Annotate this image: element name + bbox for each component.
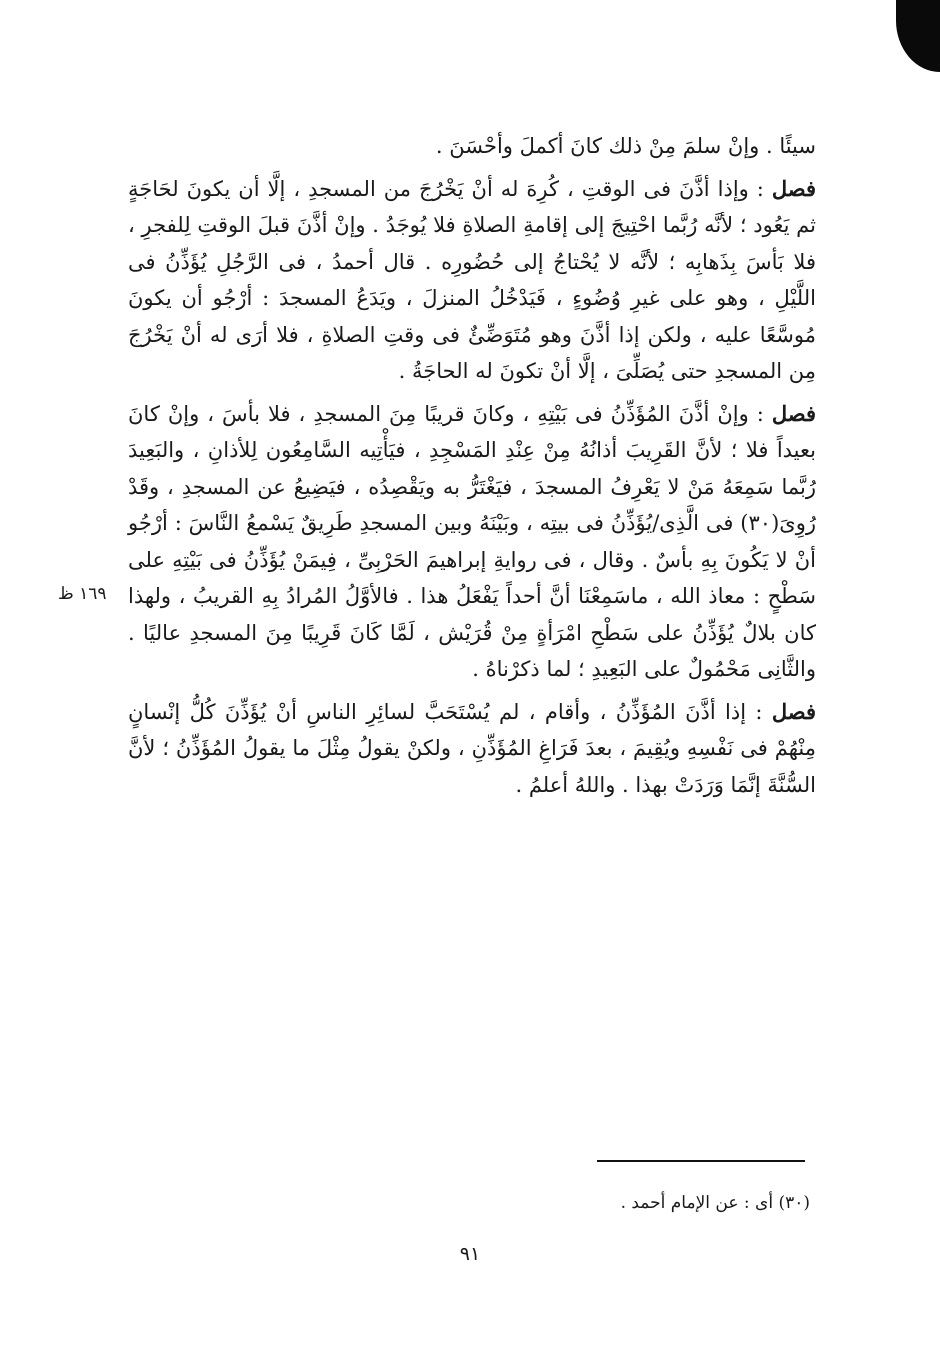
paragraph-fasl-2 <box>128 396 816 688</box>
paragraph-fasl-3 <box>128 694 816 804</box>
footnote-divider <box>597 1160 805 1162</box>
paragraph-text: : وإذا أذَّنَ فى الوقتِ ، كُرِهَ له أنْ يَخْرُجَ من المسجدِ ، إلَّا أن يكونَ لحَاجَةٍ ثم يَعُود ؛ لأنَّه رُبَّما احْتِيجَ إلى إقامةِ الصلاةِ فلا يُوجَدُ . وإنْ أذَّنَ قبلَ الوقتِ لِلفجرِ ، فلا بَأسَ بِذَهابِه ؛ لأنَّه لا يُحْتاجُ إلى حُضُورِه . قال أحمدُ ، فى الرَّجُلِ يُؤَذِّنُ فى اللَّيْلِ ، وهو على غيرِ وُضُوءٍ ، فَيَدْخُلُ المنزلَ ، ويَدَعُ المسجدَ : أرْجُو أن يكونَ مُوسَّعًا عليه ، ولكن إذا أذَّنَ وهو مُتَوَضِّئٌ فى وقتِ الصلاةِ ، فلا أرَى له أنْ يَخْرُجَ مِن المسجدِ حتى يُصَلِّىَ ، إلَّا أنْ تكونَ له الحاجَةُ . <box>128 176 816 383</box>
page-number: ٩١ <box>459 1243 481 1265</box>
section-heading: فصل <box>771 400 816 426</box>
paragraph-text: : إذا أذَّنَ المُؤَذِّنُ ، وأقام ، لم يُسْتَحَبَّ لسائِرِ الناسِ أنْ يُؤَذِّنَ كُلُّ إنْسانٍ مِنْهُمْ فى نَفْسِهِ ويُقِيمَ ، بعدَ فَرَاغِ المُؤَذِّنِ ، ولكنْ يقولُ مِثْلَ ما يقولُ المُؤَذِّنُ ؛ لأنَّ السُّنَّةَ إنَّمَا وَرَدَتْ بهذا . واللهُ أعلمُ . <box>128 699 816 797</box>
page-body <box>128 128 816 803</box>
paragraph-fasl-1 <box>128 171 816 390</box>
paragraph-text: سيئًا . وإنْ سلمَ مِنْ ذلك كانَ أكملَ وأحْسَنَ . <box>435 134 816 158</box>
footnote: (٣٠) أى : عن الإمام أحمد . <box>620 1193 810 1213</box>
section-heading: فصل <box>771 698 816 724</box>
scan-corner-mark <box>896 0 940 72</box>
section-heading: فصل <box>771 175 816 201</box>
manuscript-folio-note: ١٦٩ ظ <box>58 584 107 604</box>
paragraph-continuation <box>128 128 816 165</box>
paragraph-text: : وإنْ أذَّنَ المُؤَذِّنُ فى بَيْتِهِ ، وكانَ قريبًا مِنَ المسجدِ ، فلا بأسَ ، وإنْ كانَ بعيداً فلا ؛ لأنَّ القَرِيبَ أذانُهُ مِنْ عِنْدِ المَسْجِدِ ، فيَأْتِيه السَّامِعُون لِلأذانِ ، والبَعِيدَ رُبَّما سَمِعَهُ مَنْ لا يَعْرِفُ المسجدَ ، فيَغْتَرُّ به ويَقْصِدُه ، فيَضِيعُ عن المسجدِ ، وقَدْ رُوِىَ(٣٠) فى الَّذِى/يُؤَذِّنُ فى بيتِه ، وبَيْنَهُ وبين المسجدِ طَرِيقٌ يَسْمعُ النَّاسَ : أرْجُو أنْ لا يَكُونَ بِهِ بأسٌ . وقال ، فى روايةِ إبراهيمَ الحَرْبِىِّ ، فِيمَنْ يُؤَذِّنُ فى بَيْتِهِ على سَطْحٍ : معاذ الله ، ماسَمِعْنَا أنَّ أحداً يَفْعَلُ هذا . فالأوَّلُ المُرادُ بِهِ القريبُ ، ولهذا كان بلالٌ يُؤَذِّنُ على سَطْحِ امْرَأةٍ مِنْ قُرَيْش ، لَمَّا كَانَ قَرِيبًا مِنَ المسجدِ عاليًا . والثَّانِى مَحْمُولٌ على البَعِيدِ ؛ لما ذكرْناهُ . <box>128 401 816 681</box>
